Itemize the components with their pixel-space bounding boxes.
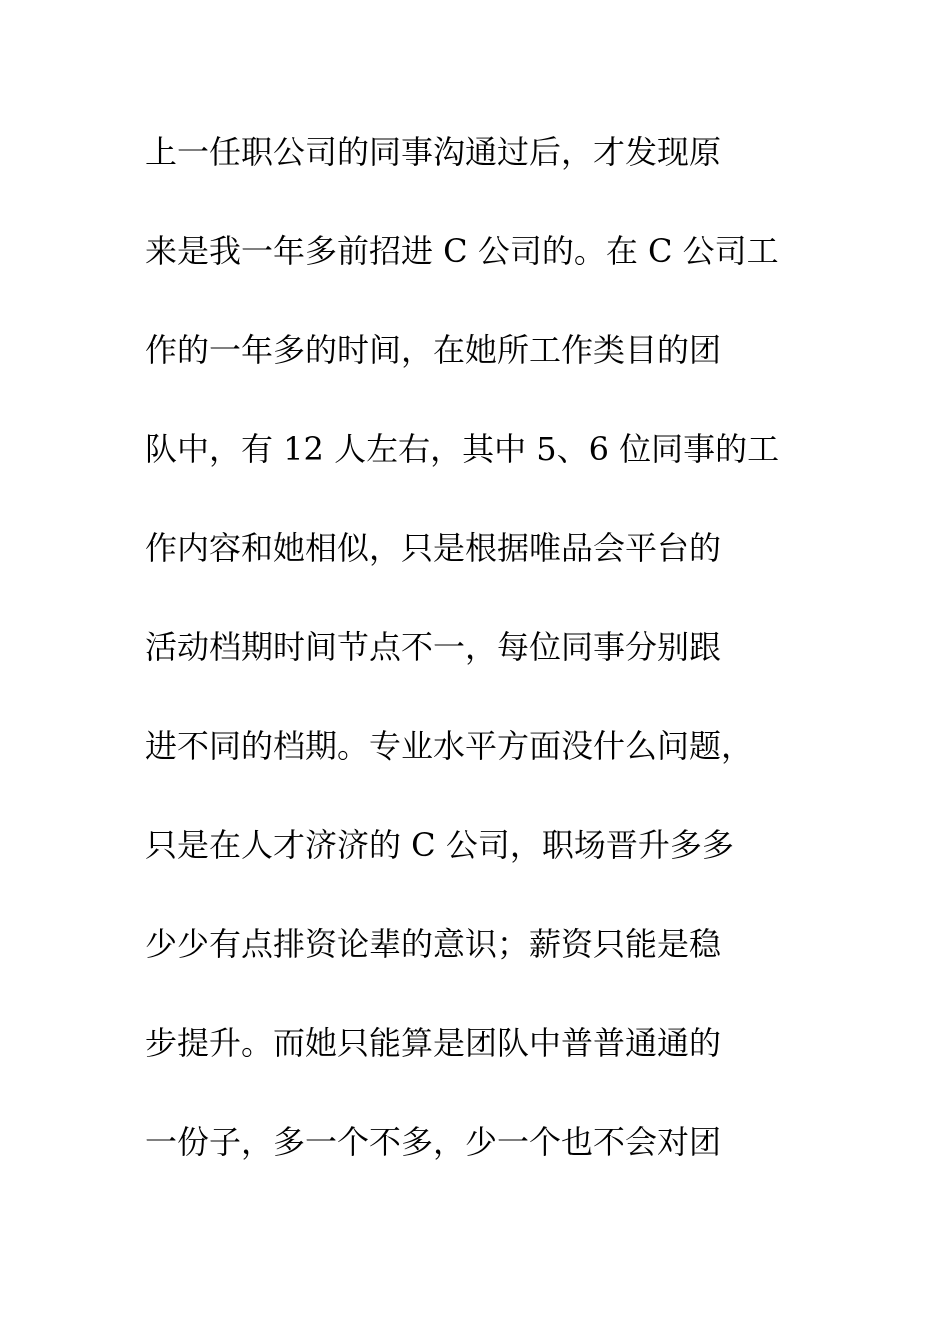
- text-line-8: 只是在人才济济的 C 公司，职场晋升多多: [145, 826, 734, 864]
- text-line-6: 活动档期时间节点不一，每位同事分别跟: [145, 628, 722, 666]
- text-line-1: 上一任职公司的同事沟通过后，才发现原: [145, 133, 722, 171]
- text-line-3: 作的一年多的时间，在她所工作类目的团: [145, 331, 722, 369]
- body-text: [145, 128, 825, 1217]
- text-line-4: 队中，有 12 人左右，其中 5、6 位同事的工: [145, 430, 780, 468]
- text-line-11: 一份子，多一个不多，少一个也不会对团: [145, 1123, 722, 1161]
- text-line-2: 来是我一年多前招进 C 公司的。在 C 公司工: [145, 232, 779, 270]
- text-line-7: 进不同的档期。专业水平方面没什么问题，: [145, 727, 754, 765]
- text-line-9: 少少有点排资论辈的意识；薪资只能是稳: [145, 925, 722, 963]
- text-line-5: 作内容和她相似，只是根据唯品会平台的: [145, 529, 722, 567]
- text-line-10: 步提升。而她只能算是团队中普普通通的: [145, 1024, 722, 1062]
